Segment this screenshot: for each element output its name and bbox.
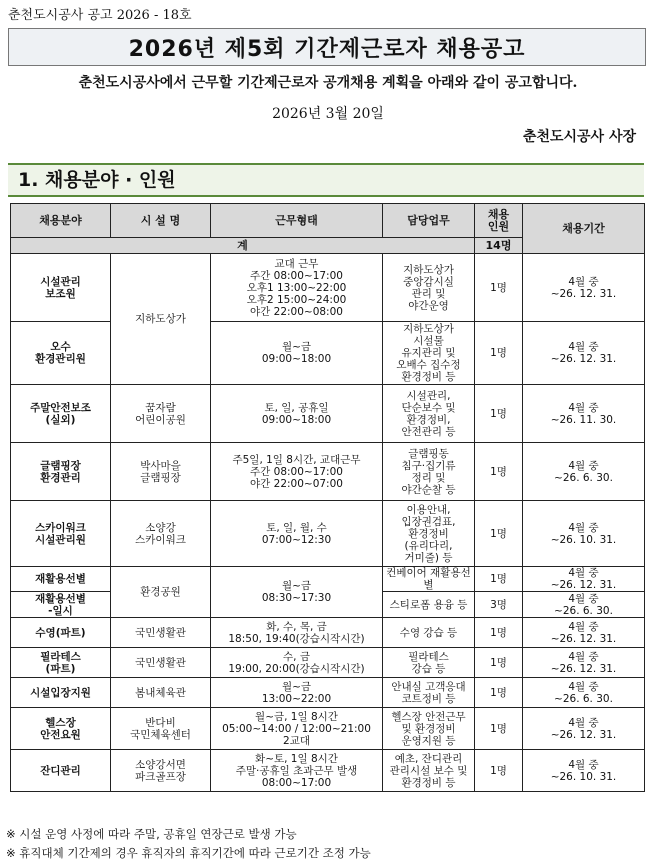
cell-work-type: 월~금 09:00~18:00 <box>211 322 383 385</box>
cell-field: 오수 환경관리원 <box>11 322 111 385</box>
intro-text: 춘천도시공사에서 근무할 기간제근로자 공개채용 계획을 아래와 같이 공고합니다. <box>78 75 578 91</box>
cell-duty: 컨베이어 재활용선별 <box>383 567 475 592</box>
cell-headcount: 1명 <box>475 443 523 501</box>
cell-period: 4월 중 ~26. 12. 31. <box>523 648 645 678</box>
cell-duty: 글램핑동 침구·집기류 정리 및 야간순찰 등 <box>383 443 475 501</box>
cell-work-type: 주5일, 1일 8시간, 교대근무 주간 08:00~17:00 야간 22:00~07:00 <box>211 443 383 501</box>
header-period: 채용기간 <box>523 204 645 254</box>
cell-headcount: 1명 <box>475 618 523 648</box>
cell-field: 수영(파트) <box>11 618 111 648</box>
cell-facility: 환경공원 <box>111 567 211 618</box>
cell-field: 헬스장 안전요원 <box>11 708 111 750</box>
table-row <box>11 254 645 322</box>
header-facility: 시 설 명 <box>111 204 211 238</box>
header-duty: 담당업무 <box>383 204 475 238</box>
table-row <box>11 750 645 792</box>
cell-duty: 수영 강습 등 <box>383 618 475 648</box>
cell-period: 4월 중 ~26. 6. 30. <box>523 678 645 708</box>
cell-duty: 헬스장 안전근무 및 환경정비 운영지원 등 <box>383 708 475 750</box>
cell-duty: 지하도상가 시설물 유지관리 및 오배수 집수정 환경정비 등 <box>383 322 475 385</box>
notice-date: 2026년 3월 20일 <box>272 106 384 122</box>
cell-headcount: 1명 <box>475 385 523 443</box>
cell-field: 잔디관리 <box>11 750 111 792</box>
cell-duty: 지하도상가 중앙감시실 관리 및 야간운영 <box>383 254 475 322</box>
cell-duty: 필라테스 강습 등 <box>383 648 475 678</box>
header-work-type: 근무형태 <box>211 204 383 238</box>
cell-period: 4월 중 ~26. 6. 30. <box>523 592 645 618</box>
note-1: ※ 시설 운영 사정에 따라 주말, 공휴일 연장근로 발생 가능 <box>6 827 297 841</box>
cell-headcount: 1명 <box>475 708 523 750</box>
cell-field: 필라테스 (파트) <box>11 648 111 678</box>
cell-headcount: 1명 <box>475 567 523 592</box>
table-row <box>11 501 645 567</box>
cell-period: 4월 중 ~26. 12. 31. <box>523 708 645 750</box>
cell-work-type: 토, 일, 월, 수 07:00~12:30 <box>211 501 383 567</box>
cell-period: 4월 중 ~26. 12. 31. <box>523 322 645 385</box>
cell-duty: 이용안내, 입장권검표, 환경정비 (유리다리, 거미줄) 등 <box>383 501 475 567</box>
cell-work-type: 월~금, 1일 8시간 05:00~14:00 / 12:00~21:00 2교대 <box>211 708 383 750</box>
cell-work-type: 수, 금 19:00, 20:00(강습시작시간) <box>211 648 383 678</box>
cell-work-type: 월~금 13:00~22:00 <box>211 678 383 708</box>
cell-period: 4월 중 ~26. 10. 31. <box>523 501 645 567</box>
cell-work-type: 화~토, 1일 8시간 주말·공휴일 초과근무 발생 08:00~17:00 <box>211 750 383 792</box>
cell-period: 4월 중 ~26. 12. 31. <box>523 618 645 648</box>
cell-period: 4월 중 ~26. 12. 31. <box>523 567 645 592</box>
cell-work-type: 월~금 08:30~17:30 <box>211 567 383 618</box>
section-heading: 1. 채용분야 · 인원 <box>8 163 644 197</box>
table-row <box>11 708 645 750</box>
table-row <box>11 567 645 592</box>
signer: 춘천도시공사 사장 <box>522 129 636 145</box>
cell-facility: 소양강 스카이워크 <box>111 501 211 567</box>
cell-headcount: 1명 <box>475 750 523 792</box>
cell-headcount: 3명 <box>475 592 523 618</box>
cell-period: 4월 중 ~26. 10. 31. <box>523 750 645 792</box>
cell-period: 4월 중 ~26. 12. 31. <box>523 254 645 322</box>
cell-facility: 국민생활관 <box>111 648 211 678</box>
cell-work-type: 화, 수, 목, 금 18:50, 19:40(강습시작시간) <box>211 618 383 648</box>
total-count: 14명 <box>475 238 523 254</box>
cell-headcount: 1명 <box>475 501 523 567</box>
cell-facility: 박사마을 글램핑장 <box>111 443 211 501</box>
cell-period: 4월 중 ~26. 11. 30. <box>523 385 645 443</box>
cell-facility: 봄내체육관 <box>111 678 211 708</box>
table-row <box>11 322 645 385</box>
cell-field: 시설관리 보조원 <box>11 254 111 322</box>
notes <box>6 825 371 863</box>
header-headcount: 채용 인원 <box>475 204 523 238</box>
header-field: 채용분야 <box>11 204 111 238</box>
cell-period: 4월 중 ~26. 6. 30. <box>523 443 645 501</box>
cell-headcount: 1명 <box>475 254 523 322</box>
total-label: 계 <box>11 238 475 254</box>
cell-field: 재활용선별 <box>11 567 111 592</box>
cell-duty: 안내실 고객응대 코트정비 등 <box>383 678 475 708</box>
cell-facility: 국민생활관 <box>111 618 211 648</box>
note-2: ※ 휴직대체 기간제의 경우 휴직자의 휴직기간에 따라 근로기간 조정 가능 <box>6 846 371 860</box>
cell-duty: 시설관리, 단순보수 및 환경정비, 안전관리 등 <box>383 385 475 443</box>
cell-headcount: 1명 <box>475 648 523 678</box>
cell-work-type: 교대 근무 주간 08:00~17:00 오후1 13:00~22:00 오후2 15:00~24:00 야간 22:00~08:00 <box>211 254 383 322</box>
cell-duty: 예초, 잔디관리 관리시설 보수 및 환경정비 등 <box>383 750 475 792</box>
cell-facility: 반다비 국민체육센터 <box>111 708 211 750</box>
cell-field: 스카이워크 시설관리원 <box>11 501 111 567</box>
table-row <box>11 648 645 678</box>
page-title: 2026년 제5회 기간제근로자 채용공고 <box>8 28 646 66</box>
cell-field: 시설입장지원 <box>11 678 111 708</box>
cell-duty: 스티로폼 용융 등 <box>383 592 475 618</box>
recruitment-table <box>10 203 645 792</box>
cell-work-type: 토, 일, 공휴일 09:00~18:00 <box>211 385 383 443</box>
notice-number: 춘천도시공사 공고 2026 - 18호 <box>8 8 192 23</box>
cell-facility: 지하도상가 <box>111 254 211 385</box>
cell-headcount: 1명 <box>475 322 523 385</box>
cell-field: 글램핑장 환경관리 <box>11 443 111 501</box>
cell-facility: 꿈자람 어린이공원 <box>111 385 211 443</box>
table-row <box>11 678 645 708</box>
cell-headcount: 1명 <box>475 678 523 708</box>
table-row <box>11 385 645 443</box>
table-row <box>11 618 645 648</box>
cell-facility: 소양강서면 파크골프장 <box>111 750 211 792</box>
cell-field: 재활용선별 -일시 <box>11 592 111 618</box>
table-row <box>11 443 645 501</box>
cell-field: 주말안전보조 (실외) <box>11 385 111 443</box>
table-body <box>11 254 645 792</box>
